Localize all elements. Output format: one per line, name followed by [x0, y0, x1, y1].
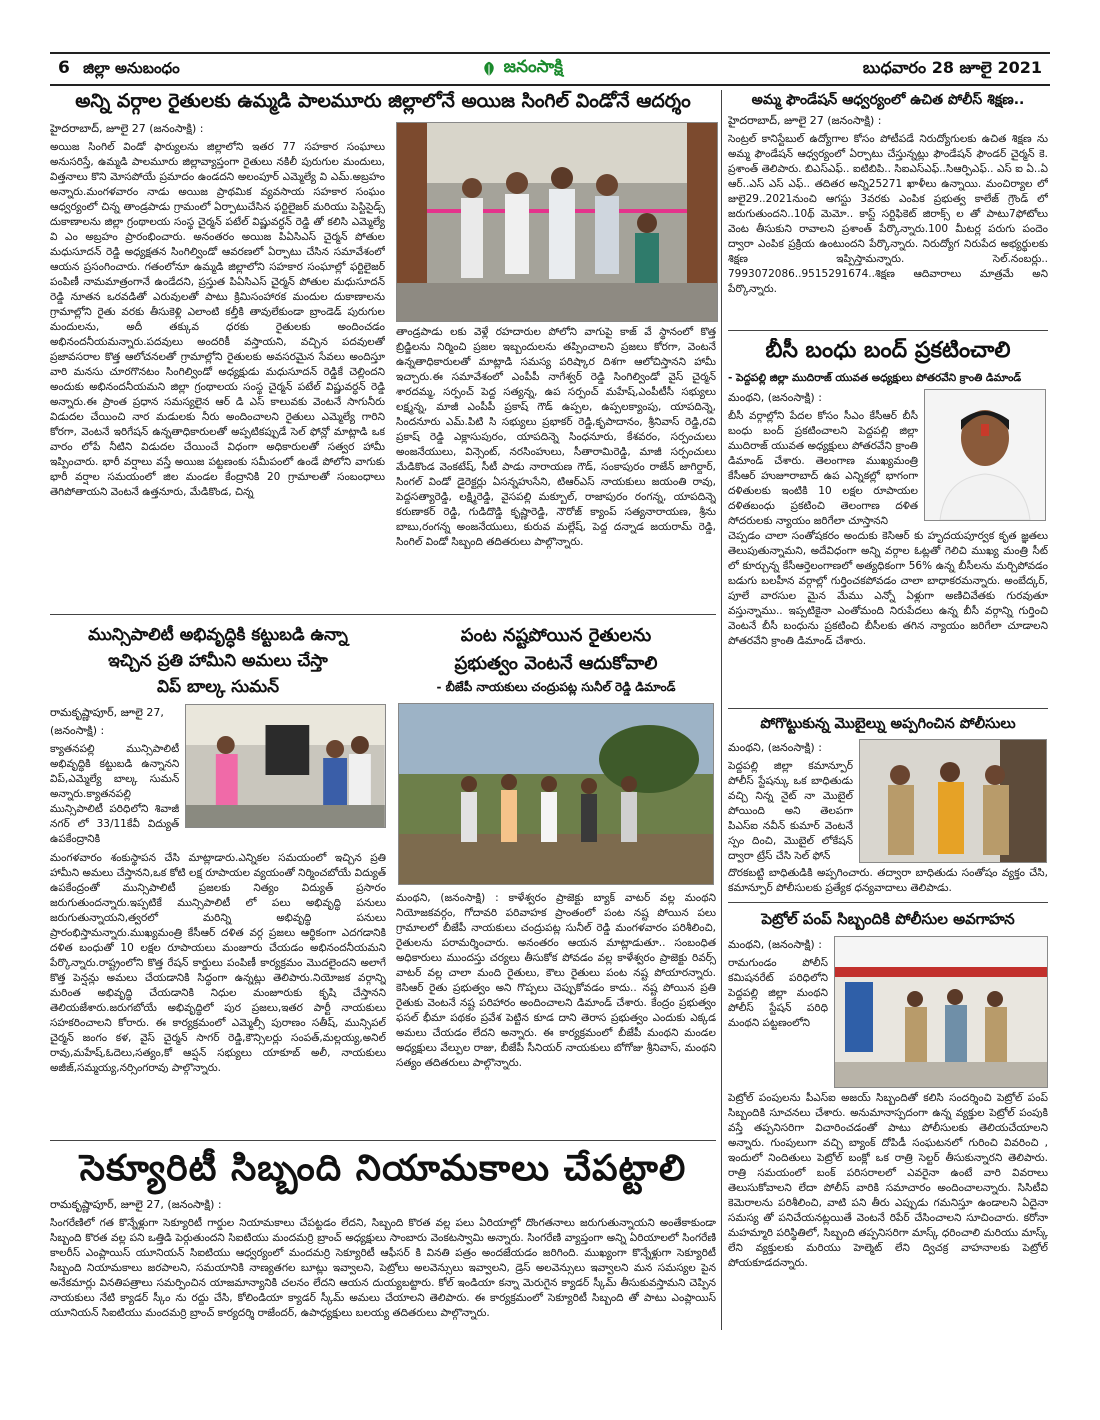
masthead — [50, 52, 1050, 86]
foundation-stone-photo — [185, 704, 386, 828]
divider-rule — [728, 330, 1048, 331]
story-body: సెంట్రల్ కానిస్టేబుల్ ఉద్యోగాల కోసం పోటీపడే నిరుద్యోగులకు ఉచిత శిక్షణ ను అమ్మ ఫౌండేషన్ ఆధ్వర్యంలో ఏర్పాటు చేస్తున్నట్లు ఫౌండేషన్ ఫౌండర్ చైర్మన్ కె. ప్రశాంత్ తెలిపారు. బిఎస్ఎఫ్.. ఐటిబిపి.. సిఐఎస్ఎఫ్..సిఆర్పిఎఫ్.. ఎస్ ఐ ఏ..ఏ ఆర్..ఎస్ ఎస్ ఎఫ్.. తదితర అన్ని25271 ఖాళీలు ఉన్నాయి. మంచిర్యాల లో జులై29..2021నుంచి ఆగస్టు 3వరకు ఎంపిక ప్రభుత్వ కాలేజ్ గ్రౌండ్ లో జరుగుతుందని..10థ్ మెమో.. కాస్ట్ సర్టిఫికెట్ జిరాక్స్ ల తో పాటు7ఫోటోలు వెంట తీసుకుని రావాలని ప్రశాంత్ పేర్కొన్నారు.100 మీటర్ల పరుగు పందెం ద్వారా ఎంపిక ప్రక్రియ ఉంటుందని పేర్కొన్నారు. నిరుద్యోగ నిరుపేద అభ్యర్థులకు శిక్షణ ఇప్పిస్తామన్నారు. సెల్.నంబర్లు.. 7993072086..9515291674..శిక్షణ ఆదివారాలు మాత్రమే అని పేర్కొన్నారు. — [728, 133, 1048, 295]
section-name: జిల్లా అనుబంధం — [83, 58, 180, 77]
petrol-pump-photo — [834, 936, 1048, 1088]
story-headline: బీసీ బంధు బంద్ ప్రకటించాలి — [765, 338, 1011, 363]
story-body: బీసీ వర్గాల్లోని పేదల కోసం సీఎం కేసీఆర్ బీసీ బంధు బంద్ ప్రకటించాలని పెద్దపల్లి జిల్లా ముదిరాజ్ యువత అధ్యక్షులు పోతరవేని క్రాంతి డిమాండ్ చేశారు. తెలంగాణ ముఖ్యమంత్రి కేసీఆర్ హుజూరాబాద్ ఉప ఎన్నికల్లో భాగంగా దళితులకు ఇంటికి 10 లక్షల రూపాయల దళితబంధు ప్రకటించి తెలంగాణ దళిత సోదరులకు న్యాయం జరిగేలా చూస్తానని — [728, 410, 918, 527]
story-body: అయిజ సింగిల్ విండో ఫార్యులను జిల్లాలోని ఇతర 77 సహకార సంఘాలు అనుసరిస్తే, ఉమ్మడి పాలమూరు జిల్లావ్యాప్తంగా రైతులు నకిలీ పురుగుల మందులు, విత్తనాలు కొని మోసపోయే ప్రమాదం ఉండదని అలంపూర్ ఎమ్మెల్యే వి ఎమ్.అబ్రహం అన్నారు.మంగళవారం నాడు అయిజ ప్రాథమిక వ్యవసాయ సహకార సంఘం ఆధ్వర్యంలో చిన్న తాండ్రపాడు గ్రామంలో ఏర్పాటుచేసిన ఫర్టిలైజర్ మరియు పెస్టిసైడ్స్ దుకాణాలను జిల్లా గ్రంథాలయ సంస్థ చైర్మన్ పటేల్ విష్ణువర్ధన్ రెడ్డి తో కలిసి ఎమ్మెల్యే వి ఎం అబ్రహం ప్రారంభించారు. అనంతరం అయిజ పిఏసిఎస్ చైర్మన్ పోతుల మధుసూదన్ రెడ్డి అధ్యక్షతన సింగిల్విండో ఆవరణలో ఏర్పాటు చేసిన సమావేశంలో ఆయన ప్రసంగించారు. గతంలోనూ ఉమ్మడి జిల్లాలోని సహకార సంఘాల్లో ఫర్టిలైజర్ పంపిణీ నామమాత్రంగానే ఉండేదని, ప్రస్తుత పిఏసిఎస్ చైర్మన్ పోతుల మధుసూదన్ రెడ్డి నూతన ఒరవడితో ఎరువులతో పాటు క్రిమిసంహారక మందుల దుకాణాలను గ్రామాల్లోని రైతు వరకు తీసుకెళ్లి ఎలాంటి కల్తీకి తావులేకుండా బ్రాండెడ్ పురుగుల మందులను, అదీ తక్కువ ధరకు రైతులకు అందించడం అభినందనీయమన్నారు.పదవులు అందరికీ వస్తాయని, వచ్చిన పదవులతో ప్రజావసరాల కొత్త ఆలోచనలతో గ్రామాల్లోని రైతులకు అవసరమైన సేవలు అందిస్తూ వారి మనసు చూరగొనటం సింగిల్విండో అధ్యక్షుడు మధుసూదన్ రెడ్డికే చెల్లిందని అందుకు అభినందనీయమని జిల్లా గ్రంథాలయ సంస్థ చైర్మన్ పటేల్ విష్ణువర్ధన్ రెడ్డి అన్నారు.ఈ ప్రాంత ప్రధాన సమస్యలైన ఆర్ డి ఎస్ కాలువకు వెంటనే సాగునీరు విడుదల చేయించి నార మడులకు నీరు అందించాలని రైతులు ఎమ్మెల్యే గారిని కోరగా, వెంటనే ఇరిగేషన్ ఉన్నతాధికారులతో అప్పటికప్పుడే సెల్ ఫోన్లో మాట్లాడి ఒక వారం లోపే నీటిని విడుదల చేయించే విధంగా అధికారులతో సత్వర హామీ ఇప్పించారు. భారీ వర్షాలు వస్తే అయిజ పట్టణంకు సమీపంలో ఉండే పోలోని వాగుకు భారీ వర్షాల సమయంలో జిల మండల కేంద్రానికి 20 గ్రామాలతో సంబంధాలు తెగిపోతాయని వెంటనే ఉత్తనూరు, మేడికొండ, చిన్న — [50, 141, 385, 498]
divider-rule — [50, 1140, 716, 1141]
story-headline: విప్ బాల్క సుమన్ — [156, 677, 280, 697]
story-headline: పెట్రోల్ పంప్ సిబ్బందికి పోలీసుల అవగాహన — [761, 910, 1015, 928]
story-block — [728, 92, 1048, 326]
story-body: సింగరేణిలో గత కొన్నేళ్లుగా సెక్యూరిటీ గార్డుల నియామకాలు చేపట్టడం లేదని, సిబ్బంది కొరత వల్ల పలు ఏరియాల్లో దొంగతనాలు జరుగుతున్నాయని అంతేకాకుండా సిబ్బంది కొరత వల్ల పని ఒత్తిడి పెర్గుతుందని సిఐటియు మందమర్రి బ్రాంచ్ అధ్యక్షులు సాంబారు వెంకటస్వామి అన్నారు. సింగరేణి వ్యాప్తంగా అన్ని ఏరియాలలో సింగరేణి కాలరీస్ ఎంప్లాయిస్ యూనియన్ సిఐటియు ఆధ్వర్యంలో మందమర్రి సెక్యూరిటీ ఆఫీసర్ కి వినతి పత్రం అందజేయడం జరిగింది. ముఖ్యంగా కొన్నేళ్లుగా సెక్యూరిటీ సిబ్బంది నియామకాలు జరపాలని, సమయానికి నాణ్యతగల బూట్లు ఇవ్వాలని, పెట్రోలు అలవెన్సులు ఇవ్వాలని, డ్రెస్ అలవెన్సులు ఇవ్వాలని మన సమస్యల పైన అనేకమార్లు వినతిపత్రాలు సమర్పించిన యాజమాన్యానికి చలనం లేదని ఆయన దుయ్యబట్టారు. కోల్ ఇండియా కన్నా మెరుగైన క్యాడర్ స్కీమ్ తీసుకువస్తామని చెప్పిన నాయకులు నేటి క్యాడర్ స్కీం ను రద్దు చేసి, కోలిండియా క్యాడర్ స్కీమ్ అమలు చేయాలని తెలిపారు. ఈ కార్యక్రమంలో సెక్యూరిటీ సిబ్బంది తో పాటు ఎంప్లాయిస్ యూనియన్ సిఐటియు మందమర్రి బ్రాంచ్ కార్యదర్శి రాజేందర్, ఉపాధ్యక్షులు బలయ్య తదితరులు పాల్గొన్నారు. — [50, 1217, 716, 1319]
story-block — [728, 910, 1048, 1370]
mobile-handover-photo — [859, 739, 1047, 863]
story-headline: అమ్మ ఫౌండేషన్ ఆధ్వర్యంలో ఉచిత పోలీస్ శిక్షణ.. — [751, 92, 1025, 108]
story-block — [50, 1196, 716, 1366]
story-subtitle: - పెద్దపల్లి జిల్లా ముదిరాజ్ యువత అధ్యక్షులు పోతరవేని క్రాంతి డిమాండ్ — [728, 372, 1022, 384]
column-divider — [721, 90, 722, 1330]
story-body: మంగళవారం శంకుస్థాపన చేసి మాట్లాడారు.ఎన్నికల సమయంలో ఇచ్చిన ప్రతి హామీని అమలు చేస్తానని,ఒక కోటి లక్ష రూపాయల వ్యయంతో నిర్మించబోయే విద్యుత్ ఉపకేంద్రంతో మున్సిపాలిటీ ప్రజలకు నిత్యం విద్యుత్ ప్రసారం జరుగుతుందన్నారు.ఇప్పటికే మున్సిపాలిటీ లో పలు అభివృద్ధి పనులు జరుగుతున్నాయని,త్వరలో మరిన్ని అభివృద్ధి పనులు ప్రారంభిస్తామన్నారు.ముఖ్యమంత్రి కేసీఆర్ దళిత వర్గ ప్రజలు ఆర్థికంగా ఎదగడానికి దళిత బంధుతో 10 లక్షల రూపాయలు మంజూరు చేయడం అభినందనీయమని పేర్కొన్నారు.రాష్ట్రంలోని కొత్త రేషన్ కార్డులు పంపిణీ కార్యక్రమం మొదలైందని అలాగే కొత్త పెన్షన్లు అమలు చేయడానికి సిద్ధంగా ఉన్నట్లు తెలిపారు.నియోజక వర్గాన్ని మరింత అభివృద్ధి చేయడానికి నిధుల మంజూరుకు కృషి చేస్తానని తెలియజేశారు.జరుగబోయే అభివృద్ధిలో పుర ప్రజలు,ఇతర పార్టీ నాయకులు సహకరించాలని కోరారు. ఈ కార్యక్రమంలో ఎమ్మెల్సీ పురాణం సతీష్, మున్సిపల్ చైర్మన్ జంగం కళ, వైస్ చైర్మన్ సాగర్ రెడ్డి,కౌన్సిలర్లు సంపత్,మల్లయ్య,అనిల్ రావు,మహేష్,ఓదెలు,సత్యం,కో ఆప్షన్ సభ్యులు యాకూబ్ అలీ, నాయకులు అజీజ్,సమ్మయ్య,నర్సింగరావు పాల్గొన్నారు. — [50, 852, 386, 1074]
story-body: మంథని, (జనంసాక్షి) : కాళేశ్వరం ప్రాజెక్టు బ్యాక్ వాటర్ వల్ల మంథని నియోజకవర్గం, గోదావరి పరివాహక ప్రాంతంలో పంట నష్ట పోయిన పలు గ్రామాలలో బీజేపీ నాయకులు చంద్రుపట్ల సునీల్ రెడ్డి మంగళవారం పరిశీలించి, రైతులను పరామర్శించారు. అనంతరం ఆయన మాట్లాడుతూ.. సంబంధిత అధికారులు ముందస్తు చర్యలు తీసుకోక పోవడం వల్ల కాళేశ్వరం ప్రాజెక్టు రివర్స్ వాటర్ వల్ల చాలా మంది రైతులు, కౌలు రైతులు పంట నష్ట పోయారన్నారు. కెసిఆర్ రైతు ప్రభుత్వం అని గొప్పలు చెప్పుకోవడం కాదు.. నష్ట పోయిన ప్రతి రైతుకు వెంటనే నష్ట పరిహారం అందించాలని డిమాండ్ చేశారు. కేంద్రం ప్రభుత్వం ఫసల్ భీమా పథకం ప్రవేశ పెట్టిన కూడ దాని తెరాస ప్రభుత్వం ఎందుకు ఎక్కడ అమలు చేయడం లేదని అన్నారు. ఈ కార్యక్రమంలో బీజేపీ మంథని మండల అధ్యక్షులు వేల్పుల రాజు, బీజేపీ సీనియర్ నాయకులు బోగోజు శ్రీనివాస్, మంథని సత్యం తదితరులు పాల్గొన్నారు. — [396, 892, 716, 1069]
newspaper-logo — [480, 57, 563, 81]
story-body: చెప్పడం చాలా సంతోషకరం అందుకు కెసిఆర్ కు హృదయపూర్వక కృత జ్ఞతలు తెలుపుతున్నామని, అదేవిధంగా అన్ని వర్గాల ఓట్లతో గెలిచి ముఖ్య మంత్రి సీట్ లో కూర్చున్న కేసీఆర్తెలంగాణలో అత్యధికంగా 56% ఉన్న బీసీలను మర్చిపోవడం బడుగు బలహీన వర్గాల్లో గుర్తించకపోవడం చాలా బాధాకరమన్నారు. అంబేద్కర్, పూలే వారసుల మైన మేము ఎన్నో ఏళ్లుగా అణిచివేతకు గురవుతూ వస్తున్నాము.. ఇప్పటికైనా ఎంతోమంది నిరుపేదలు ఉన్న బీసీ వర్గాన్ని గుర్తించి వెంటనే బీసీ బంధును ప్రకటించి బీసీలకు తగిన న్యాయం జరిగేలా చూడాలని పోతరవేని క్రాంతి డిమాండ్ చేశారు. — [728, 530, 1048, 647]
page-number: 6 — [58, 57, 70, 78]
story-body: క్యాతనపల్లి మున్సిపాలిటీ అభివృద్ధికి కట్టుబడి ఉన్నానని విప్,ఎమ్మెల్యే బాల్క సుమన్ అన్నారు.క్యాతనపల్లి మున్సిపాలిటీ పరిధిలోని శివాజీ నగర్ లో 33/11కేవీ విద్యుత్ ఉపకేంద్రానికి — [50, 743, 180, 845]
story-dateline: మంథని, (జనంసాక్షి) : — [728, 938, 822, 951]
story-subtitle: - బీజేపీ నాయకులు చంద్రుపట్ల సునీల్ రెడ్డి డిమాండ్ — [436, 680, 676, 694]
divider-rule — [728, 902, 1048, 903]
story-block — [396, 622, 716, 1138]
story-block — [728, 716, 1048, 900]
issue-date: బుధవారం 28 జూలై 2021 — [862, 57, 1042, 77]
divider-rule — [50, 614, 716, 615]
story-dateline: రామకృష్ణాపూర్, జూలై 27, — [50, 706, 164, 719]
divider-rule — [728, 708, 1048, 709]
story-dateline: రామకృష్ణాపూర్, జూలై 27, (జనంసాక్షి) : — [50, 1198, 222, 1211]
page-header-left — [50, 58, 180, 81]
story-body: దొరకబట్టి బాధితుడికి అప్పగించారు. తద్వారా బాధితుడు సంతోషం వ్యక్తం చేసి, కమాన్పూర్ పోలీసులకు ప్రత్యేక ధన్యవాదాలు తెలిపాడు. — [728, 867, 1048, 894]
story-column — [396, 325, 716, 610]
story-block — [728, 338, 1048, 704]
story-headline: మున్సిపాలిటీ అభివృద్ధికి కట్టుబడి ఉన్నా — [88, 625, 348, 645]
story-column — [50, 120, 385, 610]
logo-text: జనంసాక్షి — [503, 57, 564, 77]
story-dateline: మంథని, (జనంసాక్షి) : — [728, 391, 822, 404]
story-body: పెట్రోల్ పంపులను పీఎస్ఐ అజయ్ సిబ్బందితో కలిసి సందర్శించి పెట్రోల్ పంప్ సిబ్బందికి సూచనలు చేశారు. అనుమానాస్పదంగా ఉన్న వ్యక్తుల పెట్రోల్ పంపుకి వస్తే తప్పనిసరిగా విచారించడంతో పాటు పోలీసులకు తెలియచేయాలని అన్నారు. గుంపులుగా వచ్చి బ్యాంక్ దోపిడీ సంఘటనలో గురించి వివరించి , ఇందులో నిందితులు పెట్రోల్ బంక్లో ఒక రాత్రి సెల్టర్ తీసుకున్నారని తెలిపారు. రాత్రి సమయంలో బంక్ పరిసరాలలో ఎవరైనా ఉంటే వారి వివరాలు తెలుసుకోవాలని లేదా పోలీస్ వారికి సమాచారం అందించాలన్నారు. సిసిటీవి కెమెరాలను పరిశీలించి, వాటి పని తీరు ఎప్పుడు గమనిస్తూ ఉండాలని ఏదైనా సమస్య తో పనిచేయనట్లయితే వెంటనే రిపేర్ చేసించాలని సూచించారు. కరోనా మహమ్మారి పరిస్థితిలో, సిబ్బంది తప్పనిసరిగా మాస్క్ ధరించాలి మరియు మాస్క్ లేని వ్యక్తులకు మరియు హెల్మెట్ లేని ద్విచక్ర వాహనాలకు పెట్రోల్ పోయకూడదన్నారు. — [728, 1092, 1048, 1269]
inauguration-photo — [396, 122, 718, 322]
story-body: పెద్దపల్లి జిల్లా కమాన్పూర్ పోలీస్ స్టేషన్కు ఒక బాధితుడు వచ్చి నిన్న నైట్ నా మొబైల్ పోయింది అని తెలపగా పిఎస్ఐ నవీన్ కుమార్ వెంటనే స్పం దించి, మొబైల్ లోకేషన్ ద్వారా ట్రేస్ చేసి సెల్ ఫోన్ — [728, 760, 853, 862]
story-dateline: (జనంసాక్షి) : — [50, 724, 105, 737]
story-body: తాండ్రపాడు లకు వెళ్లే రహదారుల పోలోని వాగుపై కాజ్ వే స్థానంలో కొత్త బ్రిడ్జిలను నిర్మించి ప్రజల ఇబ్బందులను తప్పించాలని ప్రజలు కోరగా, వెంటనే ఉన్నతాధికారులతో మాట్లాడి సమస్య పరిష్కార దిశగా ఆలోచిస్తానని హామీ ఇచ్చారు.ఈ సమావేశంలో ఎంపీపీ నాగేశ్వర్ రెడ్డి సింగిల్విండో వైస్ చైర్మన్ శారదమ్మ, సర్పంచ్ పెద్ద సత్యన్న, ఉప సర్పంచ్ మహేష్,ఎంపీటీసీ సభ్యులు లక్ష్మన్న, మాజీ ఎంపీపీ ప్రకాష్ గౌడ్ ఉప్పల, ఉప్పలక్యాంపు, యాపదిన్నె, సిందనూరు ఎమ్.పిటి సి సభ్యులు ప్రభాకర్ రెడ్డి,కృపాదానం, శ్రీనివాస్ రెడ్డి,రవి ప్రకాష్ రెడ్డి ఎక్లాసుపురం, యాపదిన్నె సింధనూరు, కేశవరం, సర్పంచులు అంజనేయులు, విన్సెంట్, నరసింహులు, సీతారామిరెడ్డి, మాజీ సర్పంచులు మేడికొండ వెంకటేష్, సీటీ పాడు నారాయణ గౌడ్, సంకాపురం రాజేన్ జాగిర్దార్, సింగల్ విండో డైరెక్టర్లు ఏసన్నహుసేని, టిఆర్ఎస్ నాయకులు జయంతి రావు, పెద్దసత్యారెడ్డి, లక్ష్మిరెడ్డి, వైసపల్లి మక్బూల్, రాజాపురం రంగన్న, యాపదిన్నె కరుణాకర్ రెడ్డి, గుడిదొడ్డి కృష్ణారెడ్డి, నౌరోజ్ క్యాంప్ సత్యనారాయణ, శ్రీను బాబు,రంగన్న అంజనేయులు, కురువ మల్లేష్, పెద్ద దన్నాడ జయరామ్ రెడ్డి, సింగిల్ విండో సిబ్బంది తదితరులు పాల్గొన్నారు. — [396, 326, 716, 548]
story-block — [50, 622, 386, 1138]
story-headline: సెక్యూరిటీ సిబ్బంది నియామకాలు చేపట్టాలి — [79, 1148, 687, 1189]
story-dateline: హైదరాబాద్, జూలై 27 (జనంసాక్షి) : — [728, 114, 882, 127]
story-headline: ప్రభుత్వం వెంటనే ఆదుకోవాలి — [454, 653, 658, 674]
story-headline: ఇచ్చిన ప్రతి హామీని అమలు చేస్తా — [108, 651, 328, 671]
story-dateline: మంథని, (జనంసాక్షి) : — [728, 741, 822, 754]
story-headline: పంట నష్టపోయిన రైతులను — [460, 625, 652, 646]
crop-loss-photo — [398, 703, 714, 885]
story-headline: పోగొట్టుకున్న మొబైల్ను అప్పగించిన పోలీసులు — [760, 716, 1016, 732]
story-body: రామగుండం పోలీస్ కమిషనరేట్ పరిధిలోని పెద్దపల్లి జిల్లా మంథని పోలీస్ స్టేషన్ పరిధి మంథని పట్టణంలోని — [728, 957, 828, 1029]
story-headline: అన్ని వర్గాల రైతులకు ఉమ్మడి పాలమూరు జిల్లాలోనే అయిజ సింగిల్ విండోనే ఆదర్శం — [75, 90, 691, 112]
leaf-logo-icon — [480, 60, 498, 78]
story-dateline: హైదరాబాద్, జూలై 27 (జనంసాక్షి) : — [50, 122, 204, 135]
portrait-photo — [924, 389, 1046, 521]
